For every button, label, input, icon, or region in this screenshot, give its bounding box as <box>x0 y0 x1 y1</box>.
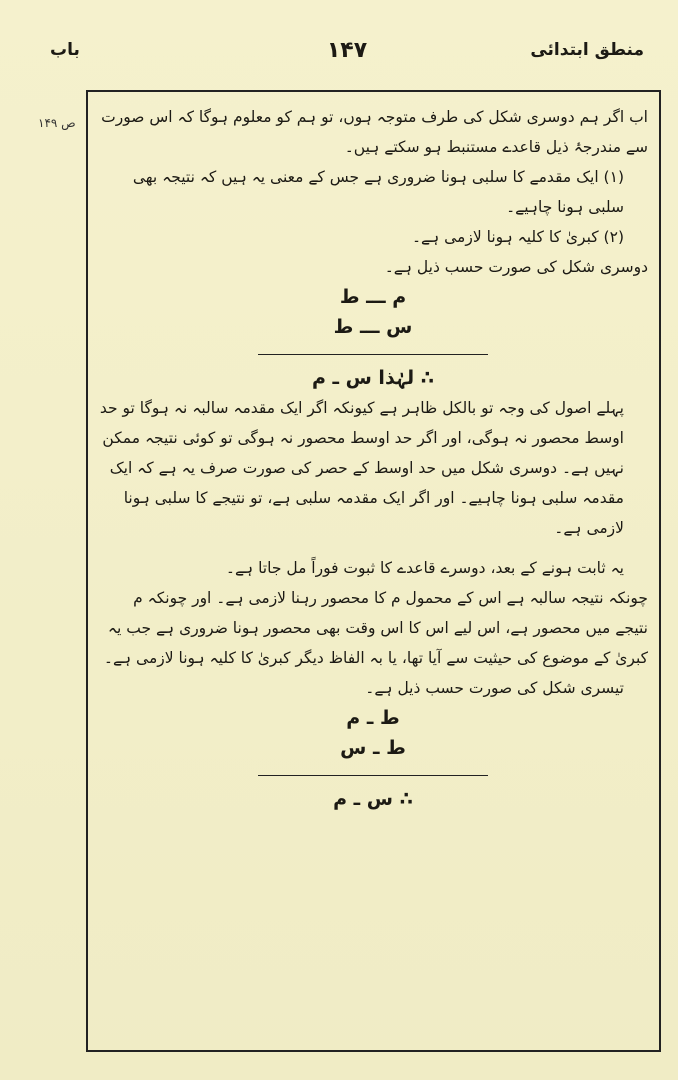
conclusion-line: ∴ لہٰذا س ـ م <box>311 367 435 389</box>
rule-two: (۲) کبریٰ کا کلیہ ہونا لازمی ہے۔ <box>411 228 624 246</box>
page-body <box>98 102 648 1042</box>
divider-rule <box>258 775 488 776</box>
paragraph-intro: اب اگر ہم دوسری شکل کی طرف متوجہ ہوں، تو ہم کو معلوم ہوگا کہ اس صورت سے مندرجۂ ذیل قاعدے مستنبط ہو سکتے ہیں۔ <box>101 108 648 156</box>
divider-rule <box>258 354 488 355</box>
chapter-label: باب <box>50 40 80 60</box>
conclusion-line: ∴ س ـ م <box>333 788 413 810</box>
rule-one: (۱) ایک مقدمے کا سلبی ہونا ضروری ہے جس کے معنی یہ ہیں کہ نتیجہ بھی سلبی ہونا چاہیے۔ <box>132 168 624 216</box>
page-number: ۱۴۷ <box>326 38 368 63</box>
margin-note: ۱۴۹ ص <box>38 116 76 130</box>
formula-line: ط ـ س <box>340 737 406 759</box>
paragraph-explanation: پہلے اصول کی وجہ تو بالکل ظاہر ہے کیونکہ اگر ایک مقدمہ سالبہ نہ ہوگا تو حد اوسط محصور نہ ہوگی، اور اگر حد اوسط محصور نہ ہوگی تو کوئی نتیجہ ممکن نہیں ہے۔ دوسری شکل میں حد اوسط کے حصر کی صورت صرف یہ ہے کہ ایک مقدمہ سلبی ہونا چاہیے۔ اور اگر ایک مقدمہ سلبی ہے، تو نتیجے کا سلبی ہونا لازمی ہے۔ <box>99 399 624 537</box>
formula-line: م ـــ ط <box>339 286 407 308</box>
second-figure-intro: دوسری شکل کی صورت حسب ذیل ہے۔ <box>384 258 648 276</box>
page-header <box>50 38 644 78</box>
formula-line: ط ـ م <box>346 707 400 729</box>
formula-line: س ـــ ط <box>333 316 413 338</box>
paragraph-reasoning: چونکہ نتیجہ سالبہ ہے اس کے محمول م کا محصور رہنا لازمی ہے۔ اور چونکہ م نتیجے میں محصور ہے، اس لیے اس کا اس وقت بھی محصور ہونا ضروری ہے جب یہ کبریٰ کے موضوع کی حیثیت سے آیا تھا، یا بہ الفاظ دیگر کبریٰ کا کلیہ ہونا لازمی ہے۔ <box>103 589 648 667</box>
third-figure-intro: تیسری شکل کی صورت حسب ذیل ہے۔ <box>365 679 624 697</box>
paragraph-proof: یہ ثابت ہونے کے بعد، دوسرے قاعدے کا ثبوت فوراً مل جاتا ہے۔ <box>225 559 624 577</box>
running-title: منطق ابتدائی <box>530 40 644 60</box>
